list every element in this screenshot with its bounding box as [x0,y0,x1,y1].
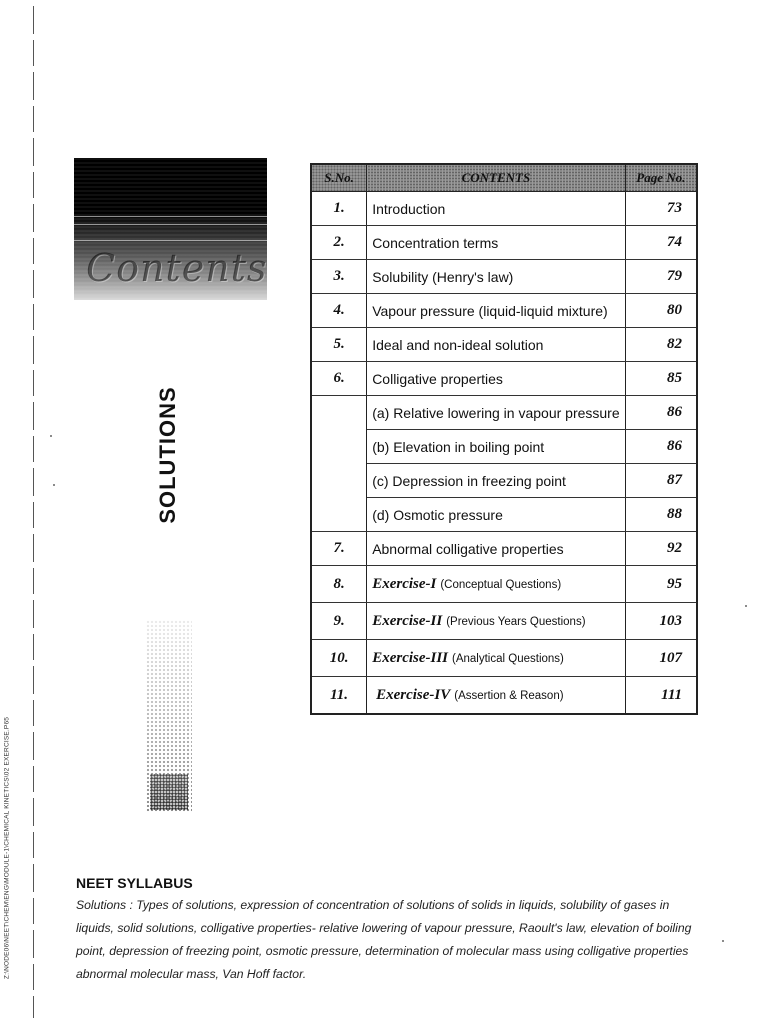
row-title: Vapour pressure (liquid-liquid mixture) [367,294,625,328]
row-title: (c) Depression in freezing point [367,464,625,498]
exercise-name: Exercise-III [372,650,449,666]
speck [745,605,747,607]
row-page: 86 [625,396,697,430]
row-page: 86 [625,430,697,464]
exercise-note: (Analytical Questions) [452,653,564,665]
row-page: 73 [625,192,697,226]
speck [722,940,724,942]
row-title: Abnormal colligative properties [367,532,625,566]
row-page: 82 [625,328,697,362]
exercise-name: Exercise-II [372,613,443,629]
row-page: 107 [625,640,697,677]
row-sno: 2. [311,226,367,260]
contents-banner-word: Contents [86,246,267,290]
header-contents: CONTENTS [367,164,625,192]
table-row [311,362,697,396]
row-page: 87 [625,464,697,498]
halftone-decoration [146,620,192,812]
table-row [311,328,697,362]
row-page: 79 [625,260,697,294]
row-page: 74 [625,226,697,260]
row-title: Introduction [367,192,625,226]
table-subrow [311,430,697,464]
table-subrow [311,396,697,430]
row-sno [311,430,367,464]
row-sno: 1. [311,192,367,226]
row-sno [311,396,367,430]
row-sno: 4. [311,294,367,328]
row-sno: 9. [311,603,367,640]
row-sno: 5. [311,328,367,362]
file-path-spine [0,700,14,1000]
table-row [311,532,697,566]
contents-table [310,163,698,715]
row-sno: 8. [311,566,367,603]
exercise-note: (Assertion & Reason) [454,690,564,702]
row-title: (a) Relative lowering in vapour pressure [367,396,625,430]
row-sno [311,498,367,532]
row-title: (d) Osmotic pressure [367,498,625,532]
exercise-row [311,677,697,715]
chapter-title [148,375,188,535]
exercise-note: (Previous Years Questions) [446,616,586,628]
row-page: 88 [625,498,697,532]
row-page: 103 [625,603,697,640]
exercise-note: (Conceptual Questions) [440,579,562,591]
file-path-text: Z:\NODE06\NEET\CHEM\ENG\MODULE-1\CHEMICAL KINETICS\02 EXERCISE.P65 [3,716,11,980]
table-row [311,260,697,294]
exercise-row [311,566,697,603]
row-title [367,566,625,603]
chapter-title-text: SOLUTIONS [155,386,180,524]
table-row [311,294,697,328]
exercise-row [311,640,697,677]
row-sno: 6. [311,362,367,396]
syllabus-heading: NEET SYLLABUS [76,875,193,891]
exercise-row [311,603,697,640]
row-title: Solubility (Henry's law) [367,260,625,294]
exercise-name: Exercise-IV [376,687,451,703]
margin-rule [33,6,34,1018]
row-page: 85 [625,362,697,396]
halftone-blob [150,774,188,810]
row-title [367,603,625,640]
header-sno: S.No. [311,164,367,192]
row-page: 95 [625,566,697,603]
syllabus-body: Solutions : Types of solutions, expression of concentration of solutions of solids in liquids, solubility of gases in liquids, solid solutions, colligative properties- relative lowering of vapour pressure, Raoult's law, elevation of boiling point, depression of freezing point, osmotic pressure, determination of molecular mass using colligative properties abnormal molecular mass, Van Hoff factor. [76,898,692,981]
table-row [311,192,697,226]
row-sno: 3. [311,260,367,294]
table-row [311,226,697,260]
contents-banner [74,158,267,300]
row-title [367,640,625,677]
row-title: Ideal and non-ideal solution [367,328,625,362]
row-page: 92 [625,532,697,566]
row-sno: 11. [311,677,367,715]
table-subrow [311,498,697,532]
row-page: 80 [625,294,697,328]
row-sno: 10. [311,640,367,677]
row-title: (b) Elevation in boiling point [367,430,625,464]
row-title: Colligative properties [367,362,625,396]
row-title [367,677,625,715]
contents-table-header [311,164,697,192]
row-page: 111 [625,677,697,715]
speck [50,435,52,437]
table-subrow [311,464,697,498]
header-page: Page No. [625,164,697,192]
speck [53,484,55,486]
row-title: Concentration terms [367,226,625,260]
row-sno: 7. [311,532,367,566]
row-sno [311,464,367,498]
exercise-name: Exercise-I [372,576,437,592]
